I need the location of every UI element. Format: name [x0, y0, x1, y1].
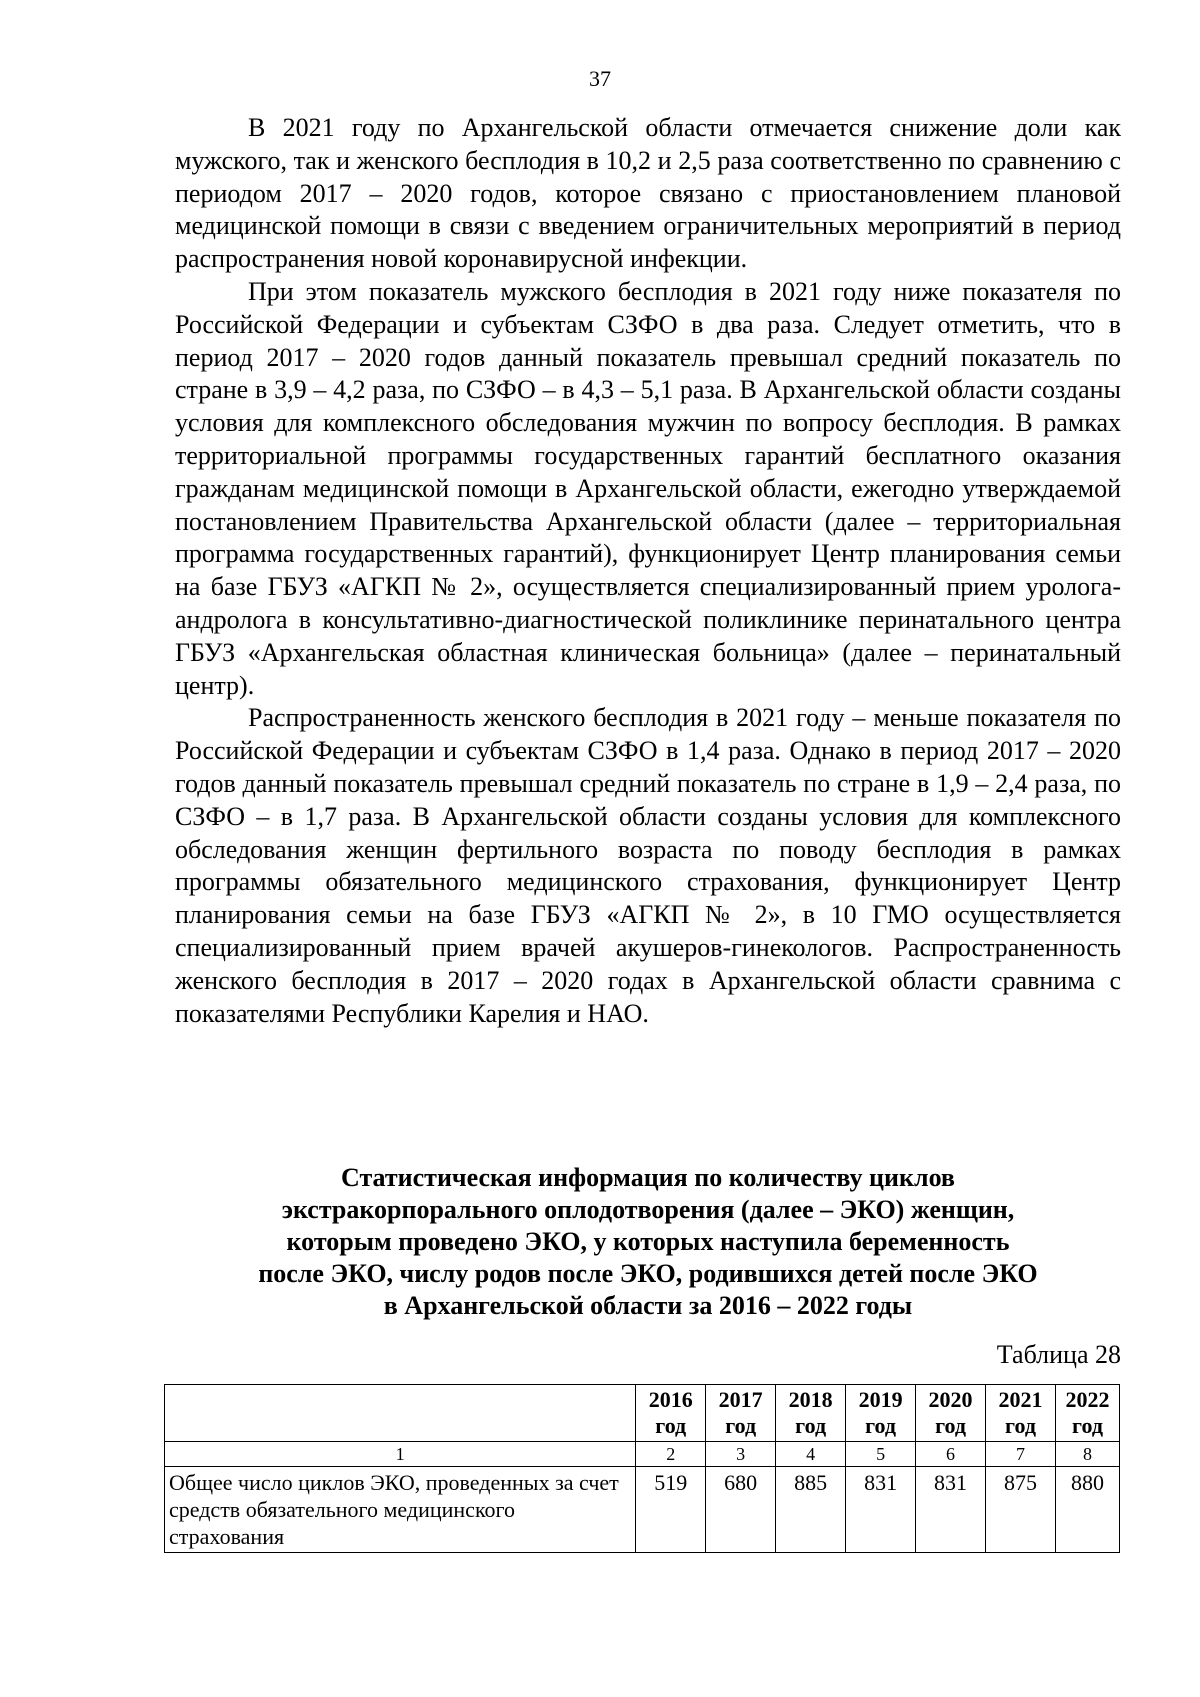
- ivf-statistics-table: [164, 1384, 1120, 1553]
- column-number-cell: 1: [165, 1442, 636, 1467]
- header-year-cell: [1055, 1385, 1119, 1442]
- header-year: 2020: [928, 1387, 973, 1412]
- table-header-row: [165, 1385, 1120, 1442]
- header-year-cell: [776, 1385, 846, 1442]
- value-cell: 680: [706, 1467, 776, 1553]
- header-year: 2016: [648, 1387, 693, 1412]
- table-heading-line: в Архангельской области за 2016 – 2022 годы: [383, 1291, 913, 1320]
- table-label: Таблица 28: [996, 1340, 1121, 1369]
- header-year-cell: [636, 1385, 706, 1442]
- header-year-cell: [846, 1385, 916, 1442]
- table-heading-line: после ЭКО, числу родов после ЭКО, родившихся детей после ЭКО: [258, 1259, 1038, 1288]
- header-year: 2017: [718, 1387, 763, 1412]
- paragraph-2: При этом показатель мужского бесплодия в 2021 году ниже показателя по Российской Федерации и субъектам СЗФО в два раза. Следует отметить, что в период 2017 – 2020 годов данный показатель превышал средний показатель по стране в 3,9 – 4,2 раза, по СЗФО – в 4,3 – 5,1 раза. В Архангельской области созданы условия для комплексного обследования мужчин по вопросу бесплодия. В рамках территориальной программы государственных гарантий бесплатного оказания гражданам медицинской помощи в Архангельской области, ежегодно утверждаемой постановлением Правительства Архангельской области (далее – территориальная программа государственных гарантий), функционирует Центр планирования семьи на базе ГБУЗ «АГКП № 2», осуществляется специализированный прием уролога-андролога в консультативно-диагностической поликлинике перинатального центра ГБУЗ «Архангельская областная клиническая больница» (далее – перинатальный центр).: [175, 276, 1121, 700]
- body-text: [175, 112, 1121, 1030]
- header-year-unit: год: [655, 1413, 687, 1438]
- column-number-cell: 5: [846, 1442, 916, 1467]
- column-number-cell: 3: [706, 1442, 776, 1467]
- header-year-cell: [986, 1385, 1056, 1442]
- table-heading: [175, 1162, 1121, 1322]
- header-year: 2019: [858, 1387, 903, 1412]
- value-cell: 875: [986, 1467, 1056, 1553]
- column-number-cell: 2: [636, 1442, 706, 1467]
- header-year-unit: год: [935, 1413, 966, 1438]
- table-heading-line: экстракорпорального оплодотворения (далее – ЭКО) женщин,: [281, 1195, 1015, 1224]
- column-number-cell: 8: [1055, 1442, 1119, 1467]
- paragraph-1: В 2021 году по Архангельской области отмечается снижение доли как мужского, так и женского бесплодия в 10,2 и 2,5 раза соответственно по сравнению с периодом 2017 – 2020 годов, которое связано с приостановлением плановой медицинской помощи в связи с введением ограничительных мероприятий в период распространения новой коронавирусной инфекции.: [175, 113, 1121, 274]
- value-cell: 831: [916, 1467, 986, 1553]
- header-year-unit: год: [865, 1413, 897, 1438]
- table-heading-line: Статистическая информация по количеству циклов: [341, 1163, 955, 1192]
- column-number-cell: 7: [986, 1442, 1056, 1467]
- column-number-cell: 6: [916, 1442, 986, 1467]
- header-year: 2022: [1065, 1387, 1110, 1412]
- header-year-unit: год: [725, 1413, 757, 1438]
- header-year: 2018: [788, 1387, 833, 1412]
- header-year-cell: [916, 1385, 986, 1442]
- value-cell: 831: [846, 1467, 916, 1553]
- paragraph-3: Распространенность женского бесплодия в 2021 году – меньше показателя по Российской Федерации и субъектам СЗФО в 1,4 раза. Однако в период 2017 – 2020 годов данный показатель превышал средний показатель по стране в 1,9 – 2,4 раза, по СЗФО – в 1,7 раза. В Архангельской области созданы условия для комплексного обследования женщин фертильного возраста по поводу бесплодия в рамках программы обязательного медицинского страхования, функционирует Центр планирования семьи на базе ГБУЗ «АГКП № 2», в 10 ГМО осуществляется специализированный прием врачей акушеров-гинекологов. Распространенность женского бесплодия в 2017 – 2020 годах в Архангельской области сравнима с показателями Республики Карелия и НАО.: [175, 703, 1121, 1028]
- value-cell: 880: [1055, 1467, 1119, 1553]
- value-cell: 519: [636, 1467, 706, 1553]
- column-number-row: [165, 1442, 1120, 1467]
- header-year: 2021: [998, 1387, 1043, 1412]
- header-year-unit: год: [1072, 1413, 1103, 1438]
- page-number: 37: [589, 66, 611, 91]
- table-row: [165, 1467, 1120, 1553]
- table-heading-line: которым проведено ЭКО, у которых наступила беременность: [286, 1227, 1010, 1256]
- column-number-cell: 4: [776, 1442, 846, 1467]
- header-year-unit: год: [1005, 1413, 1036, 1438]
- header-year-unit: год: [795, 1413, 827, 1438]
- header-indicator-cell: [165, 1385, 636, 1442]
- row-label-cell: Общее число циклов ЭКО, проведенных за счет средств обязательного медицинского страхования: [165, 1467, 636, 1553]
- header-year-cell: [706, 1385, 776, 1442]
- value-cell: 885: [776, 1467, 846, 1553]
